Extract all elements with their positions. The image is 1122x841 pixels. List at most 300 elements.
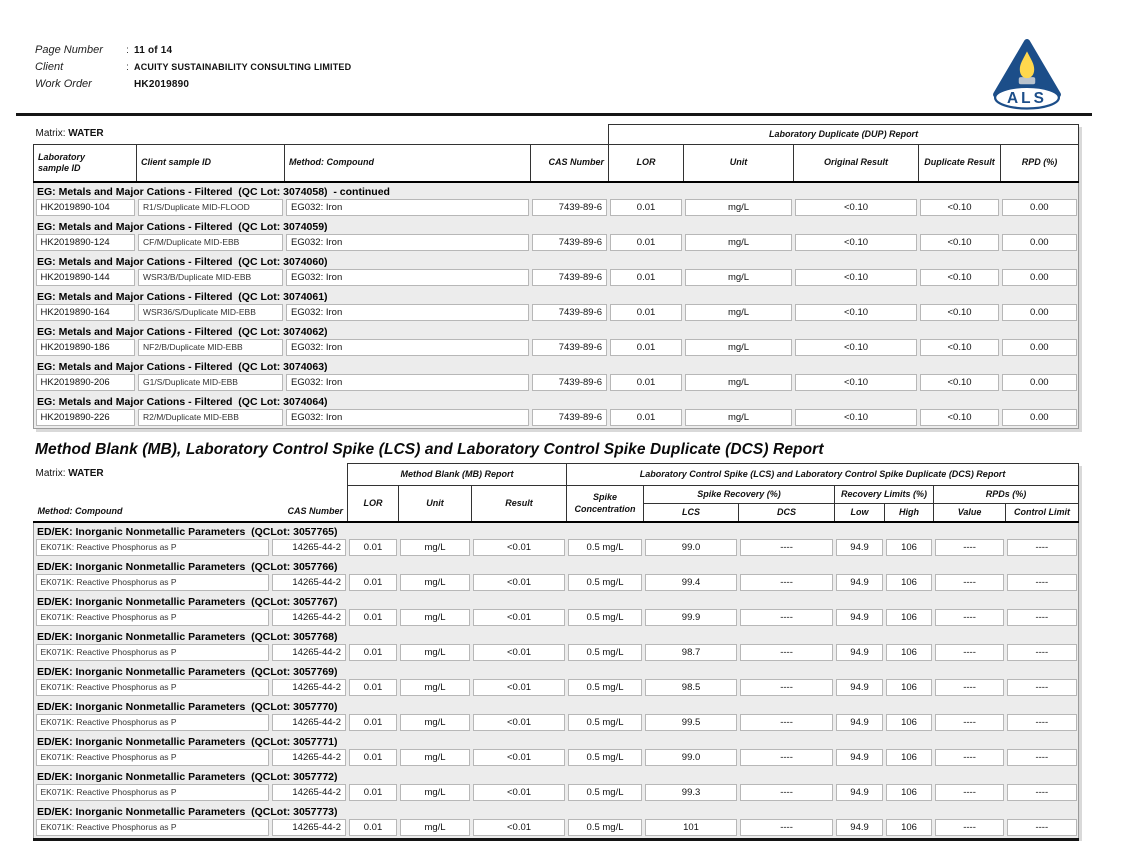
- result-value: ----: [740, 679, 833, 696]
- result-cell: [739, 714, 835, 733]
- result-cell: [34, 819, 271, 840]
- result-value: 106: [886, 819, 932, 836]
- result-cell: [739, 574, 835, 593]
- result-cell: [794, 374, 919, 393]
- mb-section-title: Method Blank (MB), Laboratory Control Spike (LCS) and Laboratory Control Spike Duplicate (DCS) Report: [35, 441, 824, 458]
- result-cell: [472, 819, 567, 840]
- result-cell: [794, 269, 919, 288]
- col-low: Low: [835, 504, 885, 523]
- result-cell: [531, 339, 609, 358]
- result-value: ----: [740, 539, 833, 556]
- result-value: 94.9: [836, 574, 883, 591]
- result-value: 0.01: [349, 749, 397, 766]
- client-value: ACUITY SUSTAINABILITY CONSULTING LIMITED: [134, 62, 352, 72]
- result-cell: [348, 679, 399, 698]
- result-cell: [399, 679, 472, 698]
- result-cell: [1006, 749, 1079, 768]
- col-lcs: LCS: [644, 504, 739, 523]
- result-cell: [285, 409, 531, 429]
- result-value: mg/L: [685, 269, 792, 286]
- result-cell: [835, 714, 885, 733]
- result-row: [34, 609, 1079, 628]
- result-value: mg/L: [400, 679, 470, 696]
- group-recovery-limits: Recovery Limits (%): [835, 486, 934, 504]
- result-value: 0.5 mg/L: [568, 644, 642, 661]
- result-cell: [399, 609, 472, 628]
- col-control-limit: Control Limit: [1006, 504, 1079, 523]
- result-value: 14265-44-2: [272, 679, 346, 696]
- result-cell: [919, 374, 1001, 393]
- result-value: 0.01: [349, 644, 397, 661]
- qc-lot-section-row: [34, 393, 1079, 409]
- colon: :: [126, 62, 129, 73]
- result-row: [34, 339, 1079, 358]
- qc-lot-section-row: [34, 733, 1079, 749]
- result-cell: [399, 714, 472, 733]
- result-value: HK2019890-186: [36, 339, 136, 356]
- result-value: EK071K: Reactive Phosphorus as P: [36, 819, 270, 836]
- result-value: <0.10: [795, 409, 917, 426]
- result-value: 0.01: [349, 574, 397, 591]
- result-row: [34, 409, 1079, 429]
- qc-lot-title: ED/EK: Inorganic Nonmetallic Parameters (QCLot: 3057765): [34, 522, 1079, 539]
- result-value: mg/L: [400, 609, 470, 626]
- result-cell: [567, 714, 644, 733]
- result-value: CF/M/Duplicate MID-EBB: [138, 234, 283, 251]
- result-cell: [137, 374, 285, 393]
- result-value: ----: [1007, 819, 1077, 836]
- result-row: [34, 574, 1079, 593]
- result-cell: [919, 199, 1001, 218]
- qc-lot-section-row: [34, 358, 1079, 374]
- result-value: 14265-44-2: [272, 644, 346, 661]
- qc-lot-section-row: [34, 593, 1079, 609]
- result-value: ----: [935, 574, 1004, 591]
- result-cell: [567, 644, 644, 663]
- result-value: 0.5 mg/L: [568, 749, 642, 766]
- result-value: 99.5: [645, 714, 737, 731]
- result-cell: [885, 784, 934, 803]
- result-cell: [644, 714, 739, 733]
- result-cell: [1001, 339, 1079, 358]
- result-value: 0.01: [349, 714, 397, 731]
- result-cell: [1006, 714, 1079, 733]
- result-value: <0.01: [473, 574, 565, 591]
- result-cell: [1006, 609, 1079, 628]
- result-value: ----: [1007, 784, 1077, 801]
- result-value: 0.00: [1002, 409, 1077, 426]
- result-value: HK2019890-226: [36, 409, 136, 426]
- result-value: ----: [935, 539, 1004, 556]
- work-order-value: HK2019890: [134, 79, 190, 90]
- result-value: 0.01: [349, 679, 397, 696]
- col-original-result: Original Result: [794, 145, 919, 183]
- result-value: 106: [886, 749, 932, 766]
- result-value: ----: [935, 819, 1004, 836]
- result-cell: [835, 609, 885, 628]
- qc-lot-section-row: [34, 182, 1079, 199]
- result-cell: [34, 574, 271, 593]
- result-value: 0.01: [610, 199, 682, 216]
- work-order-label: Work Order: [35, 78, 92, 90]
- result-value: 0.00: [1002, 269, 1077, 286]
- col-laboratory-sample-id: Laboratory sample ID: [34, 145, 137, 183]
- result-value: <0.01: [473, 819, 565, 836]
- result-cell: [609, 409, 684, 429]
- result-cell: [835, 784, 885, 803]
- result-cell: [472, 749, 567, 768]
- result-value: EG032: Iron: [286, 409, 529, 426]
- result-cell: [919, 409, 1001, 429]
- result-value: 7439-89-6: [532, 199, 607, 216]
- result-cell: [137, 234, 285, 253]
- col-method-compound: Method: Compound: [285, 145, 531, 183]
- result-row: [34, 304, 1079, 323]
- mb-band-row: [34, 464, 1079, 486]
- result-cell: [34, 749, 271, 768]
- result-cell: [271, 749, 348, 768]
- result-cell: [609, 339, 684, 358]
- qc-lot-title: ED/EK: Inorganic Nonmetallic Parameters (QCLot: 3057770): [34, 698, 1079, 714]
- result-cell: [1001, 409, 1079, 429]
- result-cell: [34, 304, 137, 323]
- result-cell: [739, 749, 835, 768]
- qc-lot-section-row: [34, 218, 1079, 234]
- result-value: mg/L: [400, 784, 470, 801]
- result-value: 0.01: [610, 409, 682, 426]
- result-value: <0.10: [920, 234, 999, 251]
- result-cell: [34, 714, 271, 733]
- result-value: ----: [740, 644, 833, 661]
- result-value: <0.10: [920, 409, 999, 426]
- result-value: mg/L: [400, 714, 470, 731]
- result-value: <0.10: [795, 269, 917, 286]
- als-logo-graphic: [988, 38, 1066, 110]
- result-row: [34, 749, 1079, 768]
- qc-lot-section-row: [34, 803, 1079, 819]
- result-value: R2/M/Duplicate MID-EBB: [138, 409, 283, 426]
- col-value: Value: [934, 504, 1006, 523]
- result-cell: [271, 574, 348, 593]
- result-cell: [271, 784, 348, 803]
- result-cell: [271, 819, 348, 840]
- result-value: 106: [886, 574, 932, 591]
- result-cell: [919, 269, 1001, 288]
- result-value: <0.10: [920, 269, 999, 286]
- dup-band-row: [34, 125, 1079, 145]
- result-value: ----: [1007, 714, 1077, 731]
- qc-lot-section-row: [34, 522, 1079, 539]
- result-value: ----: [740, 819, 833, 836]
- colon: :: [126, 45, 129, 56]
- result-value: WSR3/B/Duplicate MID-EBB: [138, 269, 283, 286]
- result-row: [34, 539, 1079, 558]
- result-value: <0.01: [473, 749, 565, 766]
- result-value: 7439-89-6: [532, 339, 607, 356]
- meta-row-client: [35, 61, 351, 77]
- result-cell: [739, 644, 835, 663]
- result-cell: [348, 749, 399, 768]
- result-value: 7439-89-6: [532, 409, 607, 426]
- qc-lot-title: ED/EK: Inorganic Nonmetallic Parameters (QCLot: 3057768): [34, 628, 1079, 644]
- mb-report-section: [33, 463, 1078, 841]
- result-cell: [137, 199, 285, 218]
- result-row: [34, 269, 1079, 288]
- result-cell: [34, 374, 137, 393]
- result-cell: [684, 234, 794, 253]
- col-method-compound: Method: Compound: [34, 486, 271, 523]
- result-cell: [137, 409, 285, 429]
- col-lor: LOR: [348, 486, 399, 523]
- qc-lot-title: EG: Metals and Major Cations - Filtered (QC Lot: 3074060): [34, 253, 1079, 269]
- result-value: ----: [740, 609, 833, 626]
- result-value: 94.9: [836, 679, 883, 696]
- qc-lot-title: ED/EK: Inorganic Nonmetallic Parameters (QCLot: 3057771): [34, 733, 1079, 749]
- result-value: EK071K: Reactive Phosphorus as P: [36, 784, 270, 801]
- matrix-value: WATER: [68, 468, 104, 480]
- result-cell: [472, 539, 567, 558]
- group-rpds: RPDs (%): [934, 486, 1079, 504]
- result-value: <0.01: [473, 784, 565, 801]
- result-cell: [34, 784, 271, 803]
- result-cell: [835, 574, 885, 593]
- result-cell: [567, 784, 644, 803]
- result-cell: [919, 304, 1001, 323]
- result-value: <0.01: [473, 539, 565, 556]
- result-value: 99.0: [645, 749, 737, 766]
- result-value: 0.5 mg/L: [568, 609, 642, 626]
- result-cell: [934, 749, 1006, 768]
- result-value: HK2019890-144: [36, 269, 136, 286]
- result-cell: [739, 609, 835, 628]
- result-cell: [399, 819, 472, 840]
- result-cell: [739, 679, 835, 698]
- col-dcs: DCS: [739, 504, 835, 523]
- result-value: 14265-44-2: [272, 574, 346, 591]
- result-cell: [919, 339, 1001, 358]
- result-cell: [644, 749, 739, 768]
- dup-table: [33, 124, 1079, 429]
- result-value: 98.7: [645, 644, 737, 661]
- result-cell: [1001, 199, 1079, 218]
- page-number-label: Page Number: [35, 44, 103, 56]
- result-value: 0.01: [349, 784, 397, 801]
- result-cell: [348, 784, 399, 803]
- result-value: 0.5 mg/L: [568, 714, 642, 731]
- qc-lot-title: EG: Metals and Major Cations - Filtered (QC Lot: 3074064): [34, 393, 1079, 409]
- result-value: 14265-44-2: [272, 714, 346, 731]
- result-value: <0.01: [473, 679, 565, 696]
- result-value: <0.10: [795, 199, 917, 216]
- result-value: 0.5 mg/L: [568, 784, 642, 801]
- result-value: mg/L: [400, 749, 470, 766]
- result-cell: [348, 609, 399, 628]
- result-value: 14265-44-2: [272, 539, 346, 556]
- result-cell: [885, 819, 934, 840]
- result-value: ----: [935, 784, 1004, 801]
- result-value: G1/S/Duplicate MID-EBB: [138, 374, 283, 391]
- result-value: EG032: Iron: [286, 374, 529, 391]
- col-spike-concentration: Spike Concentration: [567, 486, 644, 523]
- result-cell: [1001, 304, 1079, 323]
- result-cell: [567, 819, 644, 840]
- result-value: 94.9: [836, 819, 883, 836]
- result-value: 94.9: [836, 784, 883, 801]
- result-cell: [271, 539, 348, 558]
- dup-matrix: [34, 125, 609, 145]
- result-cell: [739, 819, 835, 840]
- qc-lot-title: EG: Metals and Major Cations - Filtered (QC Lot: 3074062): [34, 323, 1079, 339]
- qc-lot-section-row: [34, 253, 1079, 269]
- result-value: 0.00: [1002, 339, 1077, 356]
- result-row: [34, 644, 1079, 663]
- logo-text: ALS: [1006, 89, 1048, 107]
- qc-lot-title: ED/EK: Inorganic Nonmetallic Parameters (QCLot: 3057766): [34, 558, 1079, 574]
- result-cell: [835, 819, 885, 840]
- result-cell: [34, 339, 137, 358]
- result-cell: [644, 539, 739, 558]
- result-cell: [348, 714, 399, 733]
- result-value: HK2019890-164: [36, 304, 136, 321]
- col-duplicate-result: Duplicate Result: [919, 145, 1001, 183]
- result-cell: [885, 574, 934, 593]
- result-cell: [271, 714, 348, 733]
- result-cell: [1006, 539, 1079, 558]
- result-value: 99.3: [645, 784, 737, 801]
- result-cell: [399, 749, 472, 768]
- result-value: EK071K: Reactive Phosphorus as P: [36, 749, 270, 766]
- col-unit: Unit: [399, 486, 472, 523]
- result-cell: [567, 539, 644, 558]
- result-cell: [885, 644, 934, 663]
- result-value: mg/L: [685, 374, 792, 391]
- result-cell: [684, 269, 794, 288]
- result-cell: [885, 539, 934, 558]
- result-cell: [531, 269, 609, 288]
- result-cell: [348, 644, 399, 663]
- result-cell: [609, 304, 684, 323]
- result-cell: [684, 304, 794, 323]
- result-value: 0.01: [610, 304, 682, 321]
- result-value: 0.5 mg/L: [568, 679, 642, 696]
- result-value: 0.01: [349, 539, 397, 556]
- result-value: ----: [740, 784, 833, 801]
- result-cell: [1001, 234, 1079, 253]
- result-value: ----: [935, 714, 1004, 731]
- qc-lot-title: ED/EK: Inorganic Nonmetallic Parameters (QCLot: 3057772): [34, 768, 1079, 784]
- qc-lot-title: ED/EK: Inorganic Nonmetallic Parameters (QCLot: 3057767): [34, 593, 1079, 609]
- result-value: 99.9: [645, 609, 737, 626]
- result-cell: [919, 234, 1001, 253]
- result-value: ----: [1007, 539, 1077, 556]
- client-label: Client: [35, 61, 64, 73]
- result-value: EK071K: Reactive Phosphorus as P: [36, 644, 270, 661]
- result-value: EK071K: Reactive Phosphorus as P: [36, 609, 270, 626]
- result-value: 94.9: [836, 749, 883, 766]
- result-value: ----: [1007, 609, 1077, 626]
- result-value: ----: [740, 574, 833, 591]
- result-value: mg/L: [400, 574, 470, 591]
- result-cell: [1006, 819, 1079, 840]
- result-cell: [567, 679, 644, 698]
- result-cell: [609, 269, 684, 288]
- result-value: 0.00: [1002, 199, 1077, 216]
- result-value: ----: [1007, 644, 1077, 661]
- result-cell: [137, 269, 285, 288]
- report-header: [0, 0, 1122, 110]
- result-cell: [934, 819, 1006, 840]
- result-cell: [934, 679, 1006, 698]
- result-cell: [567, 609, 644, 628]
- result-value: ----: [935, 609, 1004, 626]
- result-value: 0.01: [610, 269, 682, 286]
- result-value: EG032: Iron: [286, 269, 529, 286]
- result-cell: [644, 609, 739, 628]
- result-value: <0.10: [795, 234, 917, 251]
- result-cell: [348, 574, 399, 593]
- result-cell: [472, 609, 567, 628]
- result-value: EG032: Iron: [286, 234, 529, 251]
- result-cell: [34, 609, 271, 628]
- result-cell: [285, 304, 531, 323]
- result-value: ----: [1007, 679, 1077, 696]
- result-cell: [934, 574, 1006, 593]
- result-value: 99.0: [645, 539, 737, 556]
- result-cell: [684, 374, 794, 393]
- result-value: HK2019890-104: [36, 199, 136, 216]
- result-cell: [472, 574, 567, 593]
- matrix-label: Matrix:: [35, 468, 66, 480]
- col-rpd: RPD (%): [1001, 145, 1079, 183]
- col-cas-number: CAS Number: [531, 145, 609, 183]
- result-cell: [399, 574, 472, 593]
- result-cell: [399, 784, 472, 803]
- result-value: 94.9: [836, 714, 883, 731]
- result-value: mg/L: [685, 234, 792, 251]
- lcs-group-header: Laboratory Control Spike (LCS) and Laboratory Control Spike Duplicate (DCS) Report: [567, 464, 1079, 486]
- qc-lot-section-row: [34, 663, 1079, 679]
- result-cell: [34, 539, 271, 558]
- result-value: <0.10: [920, 199, 999, 216]
- col-result: Result: [472, 486, 567, 523]
- result-cell: [609, 199, 684, 218]
- result-cell: [271, 609, 348, 628]
- result-value: ----: [740, 749, 833, 766]
- result-value: 101: [645, 819, 737, 836]
- result-cell: [794, 409, 919, 429]
- result-value: <0.01: [473, 609, 565, 626]
- result-cell: [531, 199, 609, 218]
- result-value: mg/L: [400, 539, 470, 556]
- result-value: 106: [886, 644, 932, 661]
- result-cell: [567, 749, 644, 768]
- result-cell: [794, 199, 919, 218]
- group-spike-recovery: Spike Recovery (%): [644, 486, 835, 504]
- result-cell: [137, 339, 285, 358]
- result-value: ----: [935, 749, 1004, 766]
- report-meta: [35, 38, 351, 110]
- result-cell: [271, 679, 348, 698]
- result-cell: [835, 539, 885, 558]
- result-value: EG032: Iron: [286, 304, 529, 321]
- result-value: ----: [740, 714, 833, 731]
- result-cell: [1006, 679, 1079, 698]
- result-value: 7439-89-6: [532, 234, 607, 251]
- result-cell: [835, 644, 885, 663]
- result-value: 7439-89-6: [532, 269, 607, 286]
- result-cell: [739, 539, 835, 558]
- result-value: 98.5: [645, 679, 737, 696]
